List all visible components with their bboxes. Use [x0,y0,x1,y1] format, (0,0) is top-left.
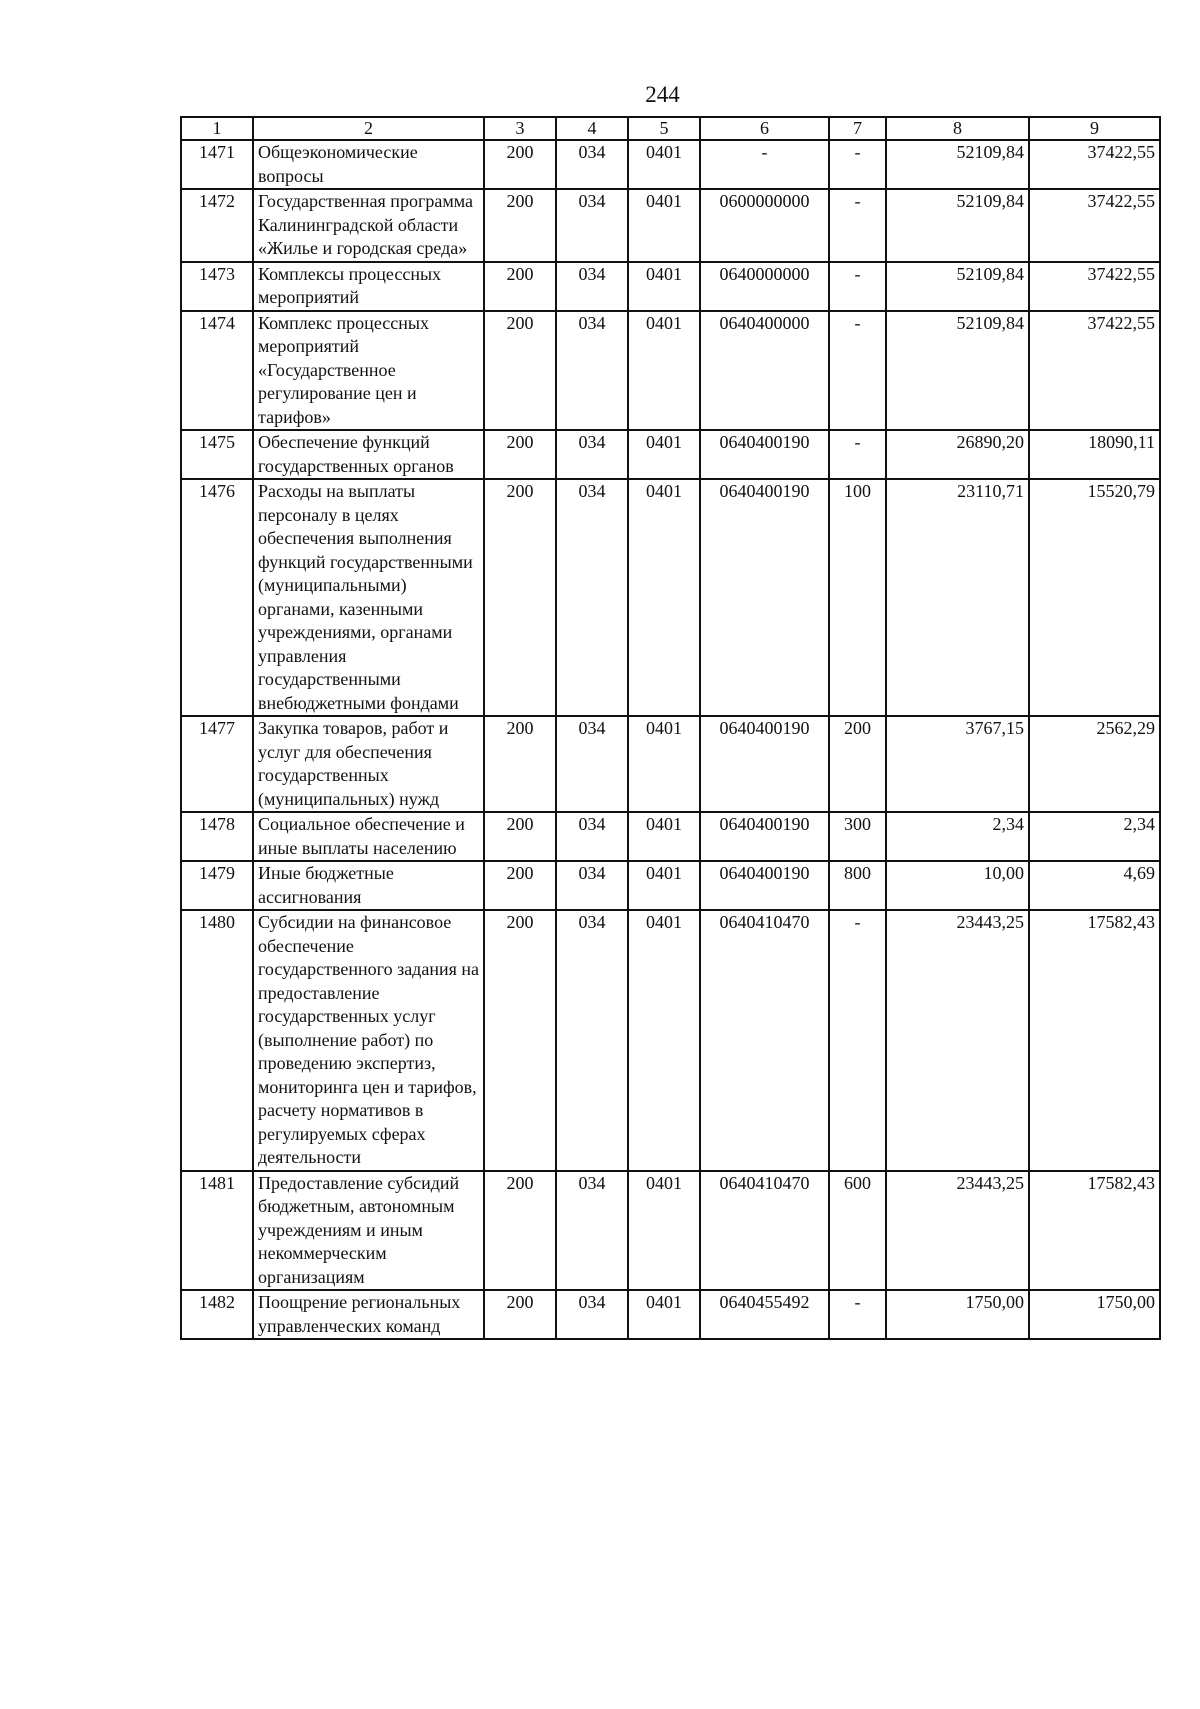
code-cell: 0640400190 [700,812,829,861]
row-number-cell: 1482 [181,1290,253,1339]
header-cell: 8 [886,117,1029,140]
header-cell: 9 [1029,117,1160,140]
code-cell: 100 [829,479,886,716]
amount-cell: 37422,55 [1029,311,1160,431]
amount-cell: 37422,55 [1029,189,1160,262]
row-number-cell: 1471 [181,140,253,189]
code-cell: 200 [484,479,556,716]
code-cell: 034 [556,716,628,812]
code-cell: 0401 [628,716,700,812]
row-name-cell: Комплексы процессных мероприятий [253,262,484,311]
amount-cell: 37422,55 [1029,262,1160,311]
code-cell: - [700,140,829,189]
row-number-cell: 1475 [181,430,253,479]
code-cell: 034 [556,1171,628,1291]
code-cell: 200 [484,189,556,262]
code-cell: 200 [484,716,556,812]
table-row [181,861,1160,910]
code-cell: 034 [556,812,628,861]
code-cell: 0640400190 [700,716,829,812]
header-cell: 3 [484,117,556,140]
row-number-cell: 1478 [181,812,253,861]
code-cell: 0640400190 [700,861,829,910]
table-row [181,430,1160,479]
amount-cell: 23443,25 [886,910,1029,1171]
amount-cell: 17582,43 [1029,1171,1160,1291]
code-cell: - [829,262,886,311]
code-cell: 200 [484,812,556,861]
code-cell: 200 [484,910,556,1171]
amount-cell: 10,00 [886,861,1029,910]
row-number-cell: 1473 [181,262,253,311]
code-cell: 200 [484,311,556,431]
amount-cell: 18090,11 [1029,430,1160,479]
amount-cell: 4,69 [1029,861,1160,910]
amount-cell: 15520,79 [1029,479,1160,716]
code-cell: 200 [829,716,886,812]
code-cell: 034 [556,479,628,716]
code-cell: 034 [556,430,628,479]
amount-cell: 52109,84 [886,140,1029,189]
table-row [181,140,1160,189]
code-cell: 034 [556,140,628,189]
amount-cell: 2,34 [1029,812,1160,861]
row-number-cell: 1474 [181,311,253,431]
code-cell: - [829,1290,886,1339]
table-row [181,1290,1160,1339]
header-row [181,117,1160,140]
code-cell: 300 [829,812,886,861]
table-row [181,311,1160,431]
amount-cell: 1750,00 [1029,1290,1160,1339]
table-row [181,812,1160,861]
code-cell: 0600000000 [700,189,829,262]
header-cell: 6 [700,117,829,140]
code-cell: 0401 [628,311,700,431]
amount-cell: 1750,00 [886,1290,1029,1339]
code-cell: 0640400190 [700,430,829,479]
code-cell: 200 [484,1290,556,1339]
code-cell: 0401 [628,262,700,311]
row-number-cell: 1480 [181,910,253,1171]
code-cell: 200 [484,430,556,479]
row-number-cell: 1476 [181,479,253,716]
code-cell: 034 [556,910,628,1171]
amount-cell: 23110,71 [886,479,1029,716]
code-cell: 0401 [628,910,700,1171]
code-cell: 0640410470 [700,1171,829,1291]
code-cell: 200 [484,861,556,910]
amount-cell: 26890,20 [886,430,1029,479]
amount-cell: 52109,84 [886,189,1029,262]
row-name-cell: Государственная программа Калининградской области «Жилье и городская среда» [253,189,484,262]
header-cell: 5 [628,117,700,140]
code-cell: 600 [829,1171,886,1291]
code-cell: 0401 [628,479,700,716]
row-name-cell: Комплекс процессных мероприятий «Государственное регулирование цен и тарифов» [253,311,484,431]
code-cell: 0401 [628,1290,700,1339]
row-name-cell: Закупка товаров, работ и услуг для обеспечения государственных (муниципальных) нужд [253,716,484,812]
amount-cell: 52109,84 [886,311,1029,431]
table-row [181,1171,1160,1291]
code-cell: - [829,430,886,479]
code-cell: 034 [556,189,628,262]
amount-cell: 3767,15 [886,716,1029,812]
amount-cell: 52109,84 [886,262,1029,311]
row-name-cell: Социальное обеспечение и иные выплаты населению [253,812,484,861]
code-cell: 0640400000 [700,311,829,431]
code-cell: 0640455492 [700,1290,829,1339]
code-cell: - [829,140,886,189]
code-cell: 0640400190 [700,479,829,716]
table-body [181,140,1160,1339]
row-name-cell: Общеэкономические вопросы [253,140,484,189]
amount-cell: 17582,43 [1029,910,1160,1171]
page-number: 244 [645,82,680,107]
code-cell: 034 [556,1290,628,1339]
code-cell: - [829,910,886,1171]
row-name-cell: Субсидии на финансовое обеспечение государственного задания на предоставление государственных услуг (выполнение работ) по проведению экспертиз, мониторинга цен и тарифов, расчету нормативов в регулируемых сферах деятельности [253,910,484,1171]
table-row [181,910,1160,1171]
row-name-cell: Обеспечение функций государственных органов [253,430,484,479]
code-cell: 800 [829,861,886,910]
table-row [181,479,1160,716]
amount-cell: 23443,25 [886,1171,1029,1291]
amount-cell: 37422,55 [1029,140,1160,189]
code-cell: 0401 [628,861,700,910]
row-name-cell: Иные бюджетные ассигнования [253,861,484,910]
code-cell: 200 [484,262,556,311]
code-cell: 200 [484,140,556,189]
budget-table [180,116,1161,1340]
code-cell: 0401 [628,189,700,262]
code-cell: 034 [556,262,628,311]
table-row [181,262,1160,311]
table-row [181,189,1160,262]
code-cell: 0401 [628,812,700,861]
table-row [181,716,1160,812]
row-number-cell: 1472 [181,189,253,262]
row-name-cell: Предоставление субсидий бюджетным, автономным учреждениям и иным некоммерческим организациям [253,1171,484,1291]
code-cell: 034 [556,861,628,910]
code-cell: 200 [484,1171,556,1291]
code-cell: - [829,311,886,431]
header-cell: 2 [253,117,484,140]
row-number-cell: 1479 [181,861,253,910]
header-cell: 7 [829,117,886,140]
row-name-cell: Расходы на выплаты персоналу в целях обеспечения выполнения функций государственными (муниципальными) органами, казенными учреждениями, органами управления государственными внебюджетными фондами [253,479,484,716]
code-cell: 0401 [628,140,700,189]
code-cell: - [829,189,886,262]
code-cell: 034 [556,311,628,431]
amount-cell: 2,34 [886,812,1029,861]
row-name-cell: Поощрение региональных управленческих команд [253,1290,484,1339]
row-number-cell: 1477 [181,716,253,812]
row-number-cell: 1481 [181,1171,253,1291]
header-cell: 4 [556,117,628,140]
header-cell: 1 [181,117,253,140]
code-cell: 0401 [628,1171,700,1291]
code-cell: 0401 [628,430,700,479]
amount-cell: 2562,29 [1029,716,1160,812]
code-cell: 0640000000 [700,262,829,311]
code-cell: 0640410470 [700,910,829,1171]
